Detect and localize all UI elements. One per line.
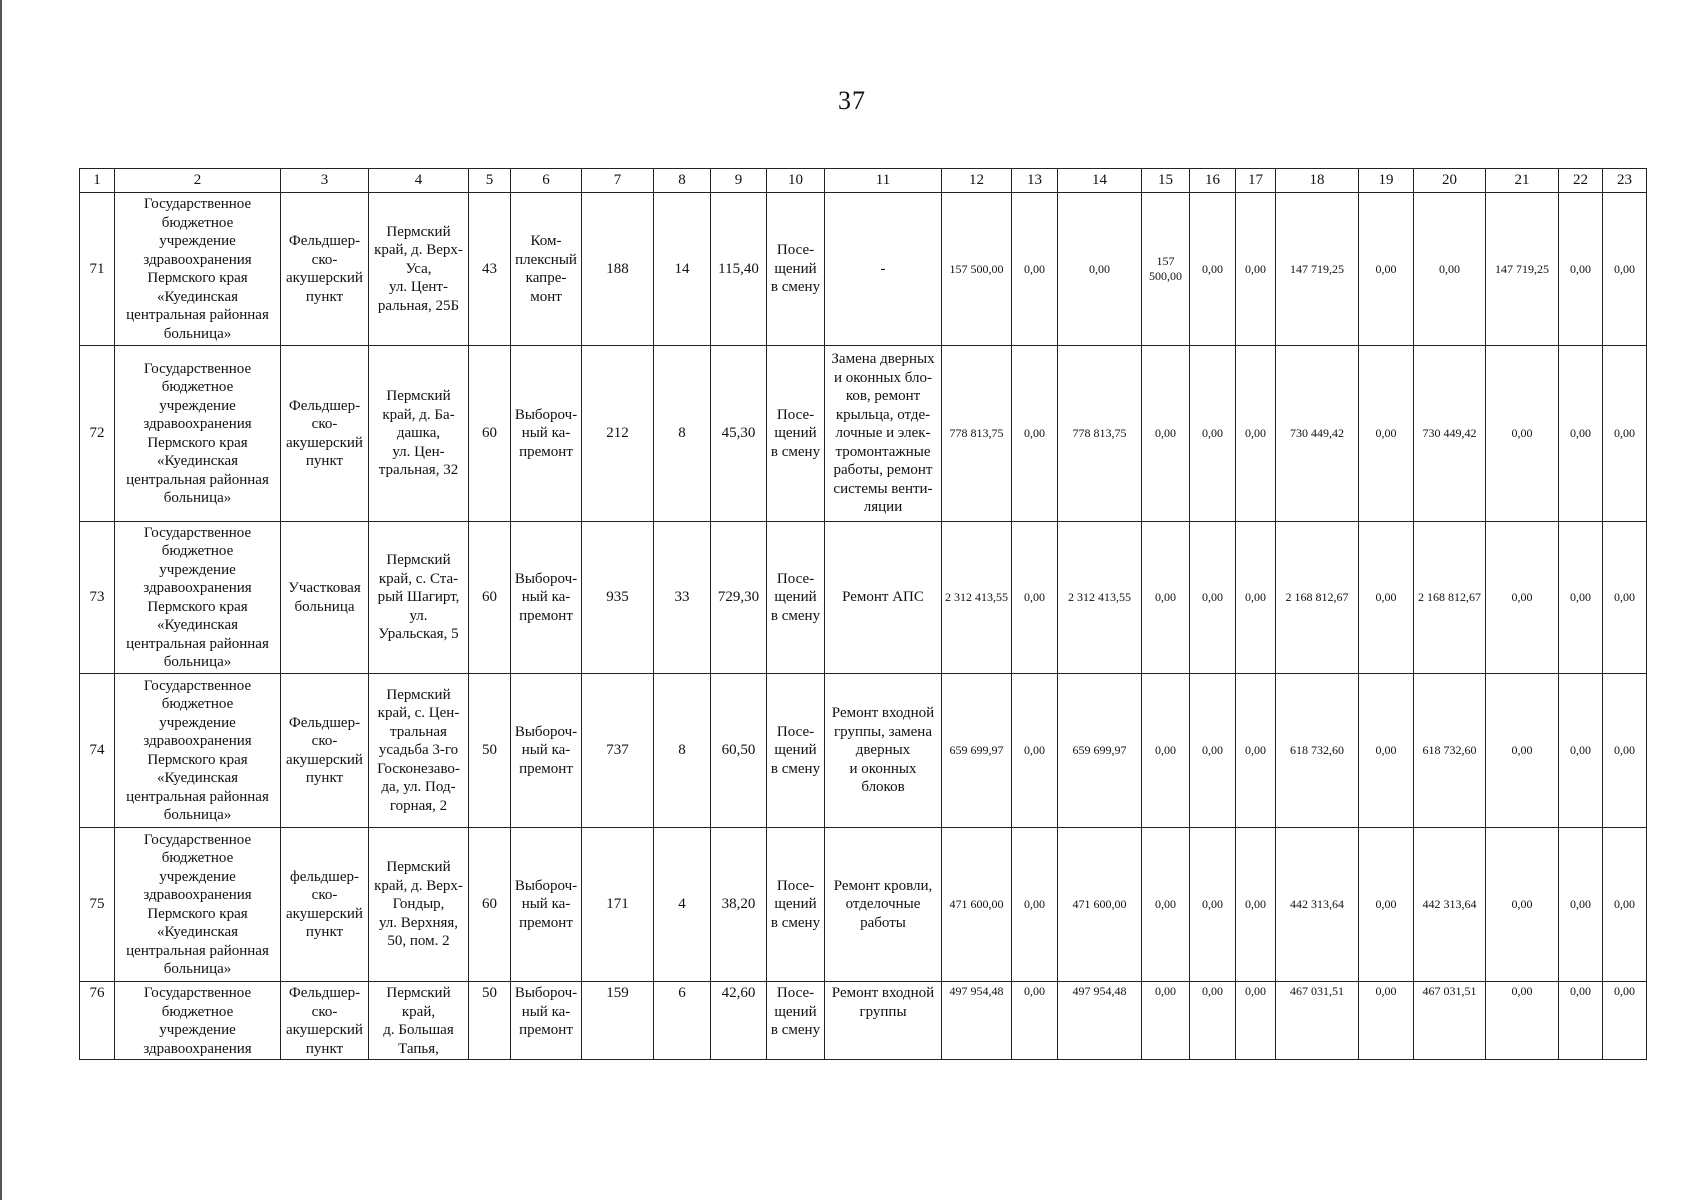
cell-col-20: 618 732,60 [1414,674,1486,828]
cell-col-17: 0,00 [1236,674,1276,828]
table-row [80,193,1647,346]
cell-col-20: 730 449,42 [1414,346,1486,522]
column-number: 23 [1603,169,1647,193]
cell-col-10: Посе- щений в смену [767,522,825,674]
column-number: 18 [1276,169,1359,193]
cell-col-19: 0,00 [1359,193,1414,346]
capital-repair-table [79,168,1647,1060]
cell-col-13: 0,00 [1012,674,1058,828]
column-number: 7 [582,169,654,193]
cell-col-21: 147 719,25 [1486,193,1559,346]
cell-col-3: Фельдшер- ско- акушерский пункт [281,982,369,1060]
cell-col-1: 71 [80,193,115,346]
cell-col-14: 0,00 [1058,193,1142,346]
cell-col-5: 43 [469,193,511,346]
cell-col-3: Фельдшер- ско- акушерский пункт [281,674,369,828]
cell-col-21: 0,00 [1486,982,1559,1060]
cell-col-22: 0,00 [1559,193,1603,346]
cell-col-9: 38,20 [711,828,767,982]
cell-col-18: 618 732,60 [1276,674,1359,828]
page-number: 37 [838,86,866,115]
cell-col-20: 0,00 [1414,193,1486,346]
cell-col-2: Государственное бюджетное учреждение здравоохранения Пермского края «Куединская центральная районная больница» [115,828,281,982]
cell-col-23: 0,00 [1603,982,1647,1060]
cell-col-22: 0,00 [1559,522,1603,674]
cell-col-4: Пермский край, д. Большая Тапья, [369,982,469,1060]
cell-col-21: 0,00 [1486,522,1559,674]
cell-col-8: 33 [654,522,711,674]
cell-col-17: 0,00 [1236,982,1276,1060]
cell-col-4: Пермский край, с. Ста- рый Шагирт, ул. Уральская, 5 [369,522,469,674]
cell-col-5: 50 [469,674,511,828]
cell-col-12: 157 500,00 [942,193,1012,346]
column-number: 11 [825,169,942,193]
column-number: 22 [1559,169,1603,193]
cell-col-11: Ремонт входной группы [825,982,942,1060]
column-number: 8 [654,169,711,193]
cell-col-22: 0,00 [1559,346,1603,522]
cell-col-8: 14 [654,193,711,346]
scan-edge [0,0,2,1200]
cell-col-2: Государственное бюджетное учреждение здравоохранения Пермского края «Куединская центральная районная больница» [115,193,281,346]
cell-col-12: 497 954,48 [942,982,1012,1060]
cell-col-4: Пермский край, с. Цен- тральная усадьба 3-го Госконезаво- да, ул. Под- горная, 2 [369,674,469,828]
cell-col-20: 2 168 812,67 [1414,522,1486,674]
cell-col-8: 4 [654,828,711,982]
cell-col-3: Фельдшер- ско- акушерский пункт [281,346,369,522]
cell-col-19: 0,00 [1359,982,1414,1060]
cell-col-7: 935 [582,522,654,674]
cell-col-18: 730 449,42 [1276,346,1359,522]
column-number: 15 [1142,169,1190,193]
cell-col-20: 467 031,51 [1414,982,1486,1060]
column-number: 6 [511,169,582,193]
table-body [80,169,1647,1060]
cell-col-7: 171 [582,828,654,982]
cell-col-15: 0,00 [1142,674,1190,828]
column-number: 19 [1359,169,1414,193]
cell-col-18: 442 313,64 [1276,828,1359,982]
cell-col-4: Пермский край, д. Верх- Уса, ул. Цент- ральная, 25Б [369,193,469,346]
cell-col-16: 0,00 [1190,674,1236,828]
table-row [80,674,1647,828]
table-row [80,346,1647,522]
cell-col-13: 0,00 [1012,346,1058,522]
cell-col-15: 0,00 [1142,982,1190,1060]
cell-col-14: 471 600,00 [1058,828,1142,982]
column-number: 5 [469,169,511,193]
cell-col-3: Участковая больница [281,522,369,674]
cell-col-10: Посе- щений в смену [767,828,825,982]
cell-col-11: Ремонт кровли, отделочные работы [825,828,942,982]
cell-col-7: 188 [582,193,654,346]
cell-col-17: 0,00 [1236,828,1276,982]
cell-col-16: 0,00 [1190,828,1236,982]
cell-col-11: Ремонт входной группы, замена дверных и оконных блоков [825,674,942,828]
cell-col-12: 659 699,97 [942,674,1012,828]
cell-col-14: 659 699,97 [1058,674,1142,828]
cell-col-13: 0,00 [1012,522,1058,674]
column-number: 17 [1236,169,1276,193]
cell-col-23: 0,00 [1603,674,1647,828]
cell-col-7: 212 [582,346,654,522]
cell-col-16: 0,00 [1190,193,1236,346]
cell-col-1: 76 [80,982,115,1060]
cell-col-15: 157 500,00 [1142,193,1190,346]
column-number: 20 [1414,169,1486,193]
cell-col-22: 0,00 [1559,674,1603,828]
column-number: 4 [369,169,469,193]
cell-col-20: 442 313,64 [1414,828,1486,982]
cell-col-1: 74 [80,674,115,828]
cell-col-23: 0,00 [1603,828,1647,982]
column-number: 12 [942,169,1012,193]
cell-col-5: 50 [469,982,511,1060]
cell-col-1: 75 [80,828,115,982]
cell-col-9: 115,40 [711,193,767,346]
cell-col-18: 2 168 812,67 [1276,522,1359,674]
cell-col-17: 0,00 [1236,522,1276,674]
cell-col-5: 60 [469,346,511,522]
cell-col-13: 0,00 [1012,193,1058,346]
cell-col-7: 737 [582,674,654,828]
cell-col-22: 0,00 [1559,982,1603,1060]
cell-col-17: 0,00 [1236,346,1276,522]
cell-col-9: 60,50 [711,674,767,828]
cell-col-2: Государственное бюджетное учреждение здравоохранения [115,982,281,1060]
cell-col-2: Государственное бюджетное учреждение здравоохранения Пермского края «Куединская центральная районная больница» [115,346,281,522]
cell-col-8: 6 [654,982,711,1060]
table-row [80,982,1647,1060]
cell-col-6: Выбороч- ный ка- премонт [511,828,582,982]
cell-col-4: Пермский край, д. Верх- Гондыр, ул. Верхняя, 50, пом. 2 [369,828,469,982]
column-number: 13 [1012,169,1058,193]
cell-col-1: 72 [80,346,115,522]
cell-col-6: Выбороч- ный ка- премонт [511,982,582,1060]
column-number: 1 [80,169,115,193]
cell-col-13: 0,00 [1012,982,1058,1060]
cell-col-8: 8 [654,346,711,522]
cell-col-23: 0,00 [1603,193,1647,346]
cell-col-19: 0,00 [1359,674,1414,828]
column-number: 2 [115,169,281,193]
cell-col-19: 0,00 [1359,346,1414,522]
cell-col-11: Ремонт АПС [825,522,942,674]
cell-col-13: 0,00 [1012,828,1058,982]
cell-col-16: 0,00 [1190,522,1236,674]
cell-col-18: 147 719,25 [1276,193,1359,346]
cell-col-15: 0,00 [1142,522,1190,674]
cell-col-2: Государственное бюджетное учреждение здравоохранения Пермского края «Куединская центральная районная больница» [115,674,281,828]
cell-col-1: 73 [80,522,115,674]
column-number: 10 [767,169,825,193]
cell-col-15: 0,00 [1142,346,1190,522]
cell-col-10: Посе- щений в смену [767,193,825,346]
cell-col-23: 0,00 [1603,346,1647,522]
column-number: 14 [1058,169,1142,193]
cell-col-6: Выбороч- ный ка- премонт [511,346,582,522]
cell-col-10: Посе- щений в смену [767,346,825,522]
cell-col-16: 0,00 [1190,346,1236,522]
cell-col-22: 0,00 [1559,828,1603,982]
cell-col-14: 497 954,48 [1058,982,1142,1060]
column-number: 16 [1190,169,1236,193]
cell-col-14: 2 312 413,55 [1058,522,1142,674]
cell-col-21: 0,00 [1486,346,1559,522]
cell-col-3: фельдшер- ско- акушерский пункт [281,828,369,982]
column-number-row [80,169,1647,193]
cell-col-19: 0,00 [1359,522,1414,674]
cell-col-5: 60 [469,828,511,982]
cell-col-14: 778 813,75 [1058,346,1142,522]
cell-col-21: 0,00 [1486,828,1559,982]
cell-col-11: Замена дверных и оконных бло- ков, ремонт крыльца, отде- лочные и элек- тромонтажные работы, ремонт системы венти- ляции [825,346,942,522]
cell-col-11: - [825,193,942,346]
cell-col-9: 729,30 [711,522,767,674]
column-number: 21 [1486,169,1559,193]
column-number: 9 [711,169,767,193]
cell-col-6: Выбороч- ный ка- премонт [511,522,582,674]
column-number: 3 [281,169,369,193]
cell-col-12: 2 312 413,55 [942,522,1012,674]
cell-col-8: 8 [654,674,711,828]
cell-col-4: Пермский край, д. Ба- дашка, ул. Цен- тральная, 32 [369,346,469,522]
cell-col-19: 0,00 [1359,828,1414,982]
cell-col-18: 467 031,51 [1276,982,1359,1060]
cell-col-3: Фельдшер- ско- акушерский пункт [281,193,369,346]
cell-col-10: Посе- щений в смену [767,982,825,1060]
cell-col-21: 0,00 [1486,674,1559,828]
cell-col-5: 60 [469,522,511,674]
cell-col-7: 159 [582,982,654,1060]
cell-col-12: 778 813,75 [942,346,1012,522]
cell-col-9: 42,60 [711,982,767,1060]
cell-col-16: 0,00 [1190,982,1236,1060]
cell-col-12: 471 600,00 [942,828,1012,982]
cell-col-15: 0,00 [1142,828,1190,982]
cell-col-10: Посе- щений в смену [767,674,825,828]
cell-col-23: 0,00 [1603,522,1647,674]
cell-col-17: 0,00 [1236,193,1276,346]
cell-col-9: 45,30 [711,346,767,522]
table-row [80,522,1647,674]
cell-col-6: Ком- плексный капре- монт [511,193,582,346]
table-row [80,828,1647,982]
cell-col-2: Государственное бюджетное учреждение здравоохранения Пермского края «Куединская центральная районная больница» [115,522,281,674]
cell-col-6: Выбороч- ный ка- премонт [511,674,582,828]
